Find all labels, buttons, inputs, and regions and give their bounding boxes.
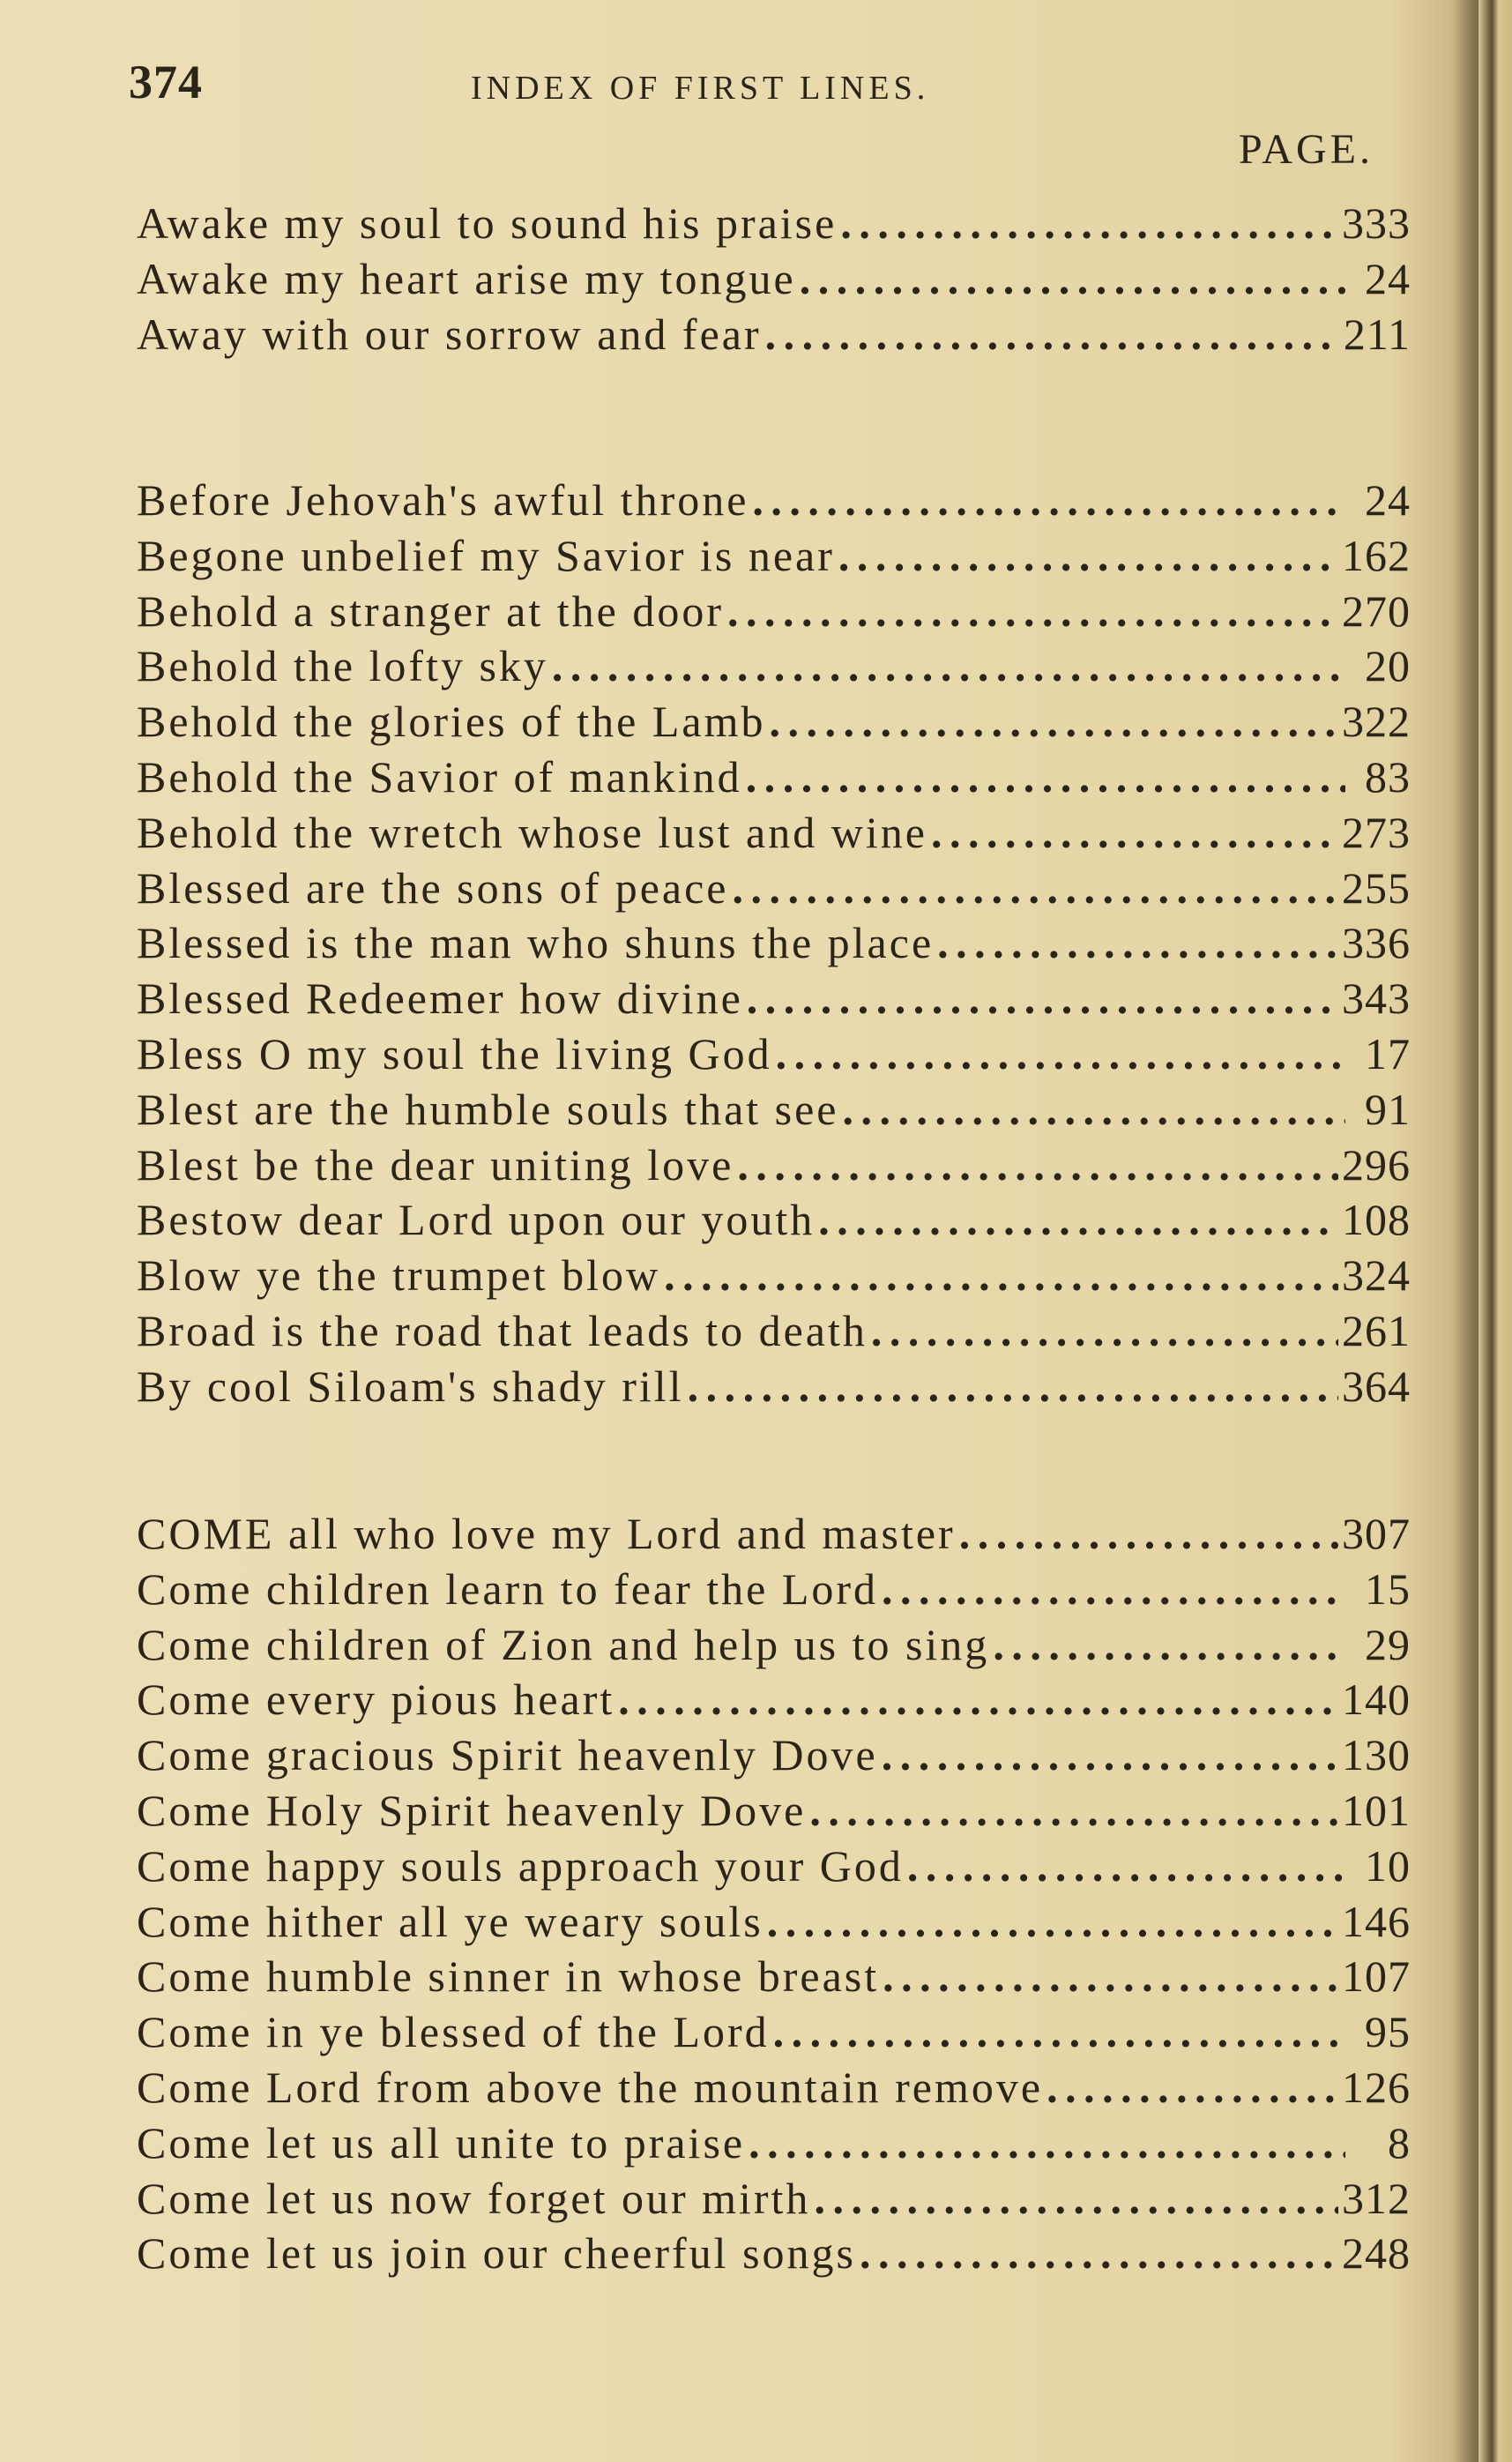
index-entry [137,1619,1411,1675]
entry-page-number: 91 [1365,1084,1411,1134]
entry-page-number: 130 [1342,1730,1411,1780]
dot-leader [749,2117,1345,2168]
index-entry [137,1674,1411,1729]
entry-page-number: 343 [1342,974,1411,1024]
index-entry [137,1361,1411,1416]
entry-page-number: 312 [1342,2173,1411,2223]
entry-page-number: 24 [1365,475,1411,525]
dot-leader [993,1619,1345,1670]
entry-page-number: 322 [1342,697,1411,747]
index-entry [137,1951,1411,2006]
index-entry [137,1250,1411,1305]
entry-page-number: 336 [1342,918,1411,968]
dot-leader [838,530,1338,581]
dot-leader [1046,2062,1338,2113]
dot-leader [883,1951,1338,2002]
entry-first-line: Come let us all unite to praise [137,2117,746,2167]
entry-first-line: Away with our sorrow and fear [137,309,762,359]
index-entry [137,2062,1411,2117]
dot-leader [931,807,1338,858]
entry-first-line: Come Lord from above the mountain remove [137,2062,1044,2112]
index-entry [137,807,1411,862]
entry-first-line: Bless O my soul the living God [137,1028,772,1078]
entry-first-line: Blest are the humble souls that see [137,1084,839,1134]
page-column-label: PAGE. [1239,126,1374,173]
index-entry [137,1139,1411,1195]
entry-page-number: 270 [1342,586,1411,636]
index-entry [137,1508,1411,1563]
index-entry [137,309,1411,364]
index-entry [137,1028,1411,1084]
entry-first-line: Awake my heart arise my tongue [137,253,796,303]
entry-first-line: Come humble sinner in whose breast [137,1951,880,2002]
dot-leader [727,586,1338,637]
dot-leader [737,1139,1338,1190]
dot-leader [937,917,1338,968]
index-entry [137,973,1411,1028]
index-entry [137,2006,1411,2062]
dot-leader [767,1896,1338,1947]
entry-page-number: 273 [1342,807,1411,857]
dot-leader [618,1674,1338,1725]
index-entry [137,1563,1411,1619]
entry-first-line: Blessed Redeemer how divine [137,974,743,1024]
dot-leader [809,1785,1338,1836]
entry-first-line: Behold the wretch whose lust and wine [137,807,927,857]
entry-page-number: 248 [1342,2228,1411,2279]
index-entry [137,1194,1411,1250]
page-binding-edge [1478,0,1512,2462]
entry-page-number: 101 [1342,1785,1411,1835]
entry-page-number: 29 [1365,1619,1411,1669]
dot-leader [773,2006,1345,2057]
entry-page-number: 211 [1343,309,1411,359]
entry-first-line: Come children learn to fear the Lord [137,1563,879,1614]
entry-first-line: Blessed is the man who shuns the place [137,918,935,968]
entry-page-number: 307 [1342,1509,1411,1558]
entry-first-line: By cool Siloam's shady rill [137,1361,684,1411]
index-entry [137,474,1411,530]
dot-leader [814,2173,1338,2224]
index-entry [137,862,1411,918]
entry-page-number: 296 [1342,1139,1411,1190]
entry-first-line: COME all who love my Lord and master [137,1509,956,1558]
dot-leader [552,640,1345,691]
entry-first-line: Bestow dear Lord upon our youth [137,1195,816,1245]
dot-leader [776,1028,1345,1079]
entry-page-number: 324 [1342,1250,1411,1301]
entry-first-line: Behold the Savior of mankind [137,751,742,802]
entry-first-line: Begone unbelief my Savior is near [137,530,835,580]
entry-first-line: Broad is the road that leads to death [137,1305,868,1355]
running-title: INDEX OF FIRST LINES. [471,70,930,107]
entry-page-number: 126 [1342,2062,1411,2112]
entry-page-number: 8 [1388,2117,1411,2167]
dot-leader [664,1250,1338,1301]
entry-page-number: 10 [1365,1840,1411,1891]
index-entry [137,586,1411,641]
index-entry [137,2173,1411,2228]
index-entry [137,530,1411,586]
entry-page-number: 17 [1365,1028,1411,1078]
index-entry [137,198,1411,253]
index-group-a [137,198,1411,363]
entry-page-number: 95 [1365,2007,1411,2057]
dot-leader [843,1084,1345,1135]
entry-first-line: Come hither all ye weary souls [137,1896,763,1946]
dot-leader [752,474,1345,526]
dot-leader [959,1508,1338,1559]
dot-leader [818,1194,1338,1245]
entry-page-number: 83 [1365,751,1411,802]
index-entry [137,917,1411,973]
dot-leader [840,198,1338,249]
entry-first-line: Come gracious Spirit heavenly Dove [137,1730,878,1780]
dot-leader [882,1563,1345,1615]
dot-leader [871,1305,1338,1356]
entry-first-line: Behold a stranger at the door [137,586,724,636]
entry-first-line: Behold the lofty sky [137,641,548,691]
dot-leader [746,751,1345,802]
entry-page-number: 146 [1342,1896,1411,1946]
entry-page-number: 261 [1342,1305,1411,1355]
entry-page-number: 107 [1342,1951,1411,2002]
index-entry [137,696,1411,751]
entry-first-line: Before Jehovah's awful throne [137,475,749,525]
entry-page-number: 162 [1342,530,1411,580]
index-entry [137,1896,1411,1951]
entry-first-line: Blessed are the sons of peace [137,862,729,913]
index-entry [137,1840,1411,1896]
page-number: 374 [129,56,203,108]
entry-first-line: Come let us join our cheerful songs [137,2228,856,2279]
entry-first-line: Come Holy Spirit heavenly Dove [137,1785,807,1835]
dot-leader [688,1361,1338,1412]
index-entry [137,2227,1411,2283]
index-group-b [137,474,1411,1416]
entry-first-line: Blest be the dear uniting love [137,1139,734,1190]
dot-leader [907,1840,1345,1891]
entry-page-number: 15 [1365,1563,1411,1614]
index-entry [137,2117,1411,2173]
dot-leader [882,1729,1338,1780]
entry-first-line: Awake my soul to sound his praise [137,198,838,248]
index-entry [137,253,1411,309]
index-entry [137,1729,1411,1785]
dot-leader [860,2227,1338,2279]
entry-first-line: Come children of Zion and help us to sing [137,1619,990,1669]
index-group-c [137,1508,1411,2283]
entry-first-line: Blow ye the trumpet blow [137,1250,661,1301]
entry-first-line: Behold the glories of the Lamb [137,697,766,747]
index-entry [137,1084,1411,1139]
dot-leader [747,973,1338,1024]
entry-first-line: Come happy souls approach your God [137,1840,904,1891]
dot-leader [800,253,1345,304]
entry-first-line: Come every pious heart [137,1675,615,1725]
entry-first-line: Come in ye blessed of the Lord [137,2007,770,2057]
entry-page-number: 108 [1342,1195,1411,1245]
index-entry [137,1305,1411,1361]
index-entry [137,1785,1411,1840]
index-entry [137,751,1411,807]
entry-page-number: 140 [1342,1675,1411,1725]
entry-first-line: Come let us now forget our mirth [137,2173,811,2223]
entry-page-number: 24 [1365,253,1411,303]
entry-page-number: 20 [1365,641,1411,691]
entry-page-number: 333 [1342,198,1411,248]
index-entry [137,640,1411,696]
dot-leader [769,696,1338,747]
dot-leader [765,309,1340,360]
entry-page-number: 364 [1342,1361,1411,1411]
entry-page-number: 255 [1342,862,1411,913]
dot-leader [733,862,1339,914]
